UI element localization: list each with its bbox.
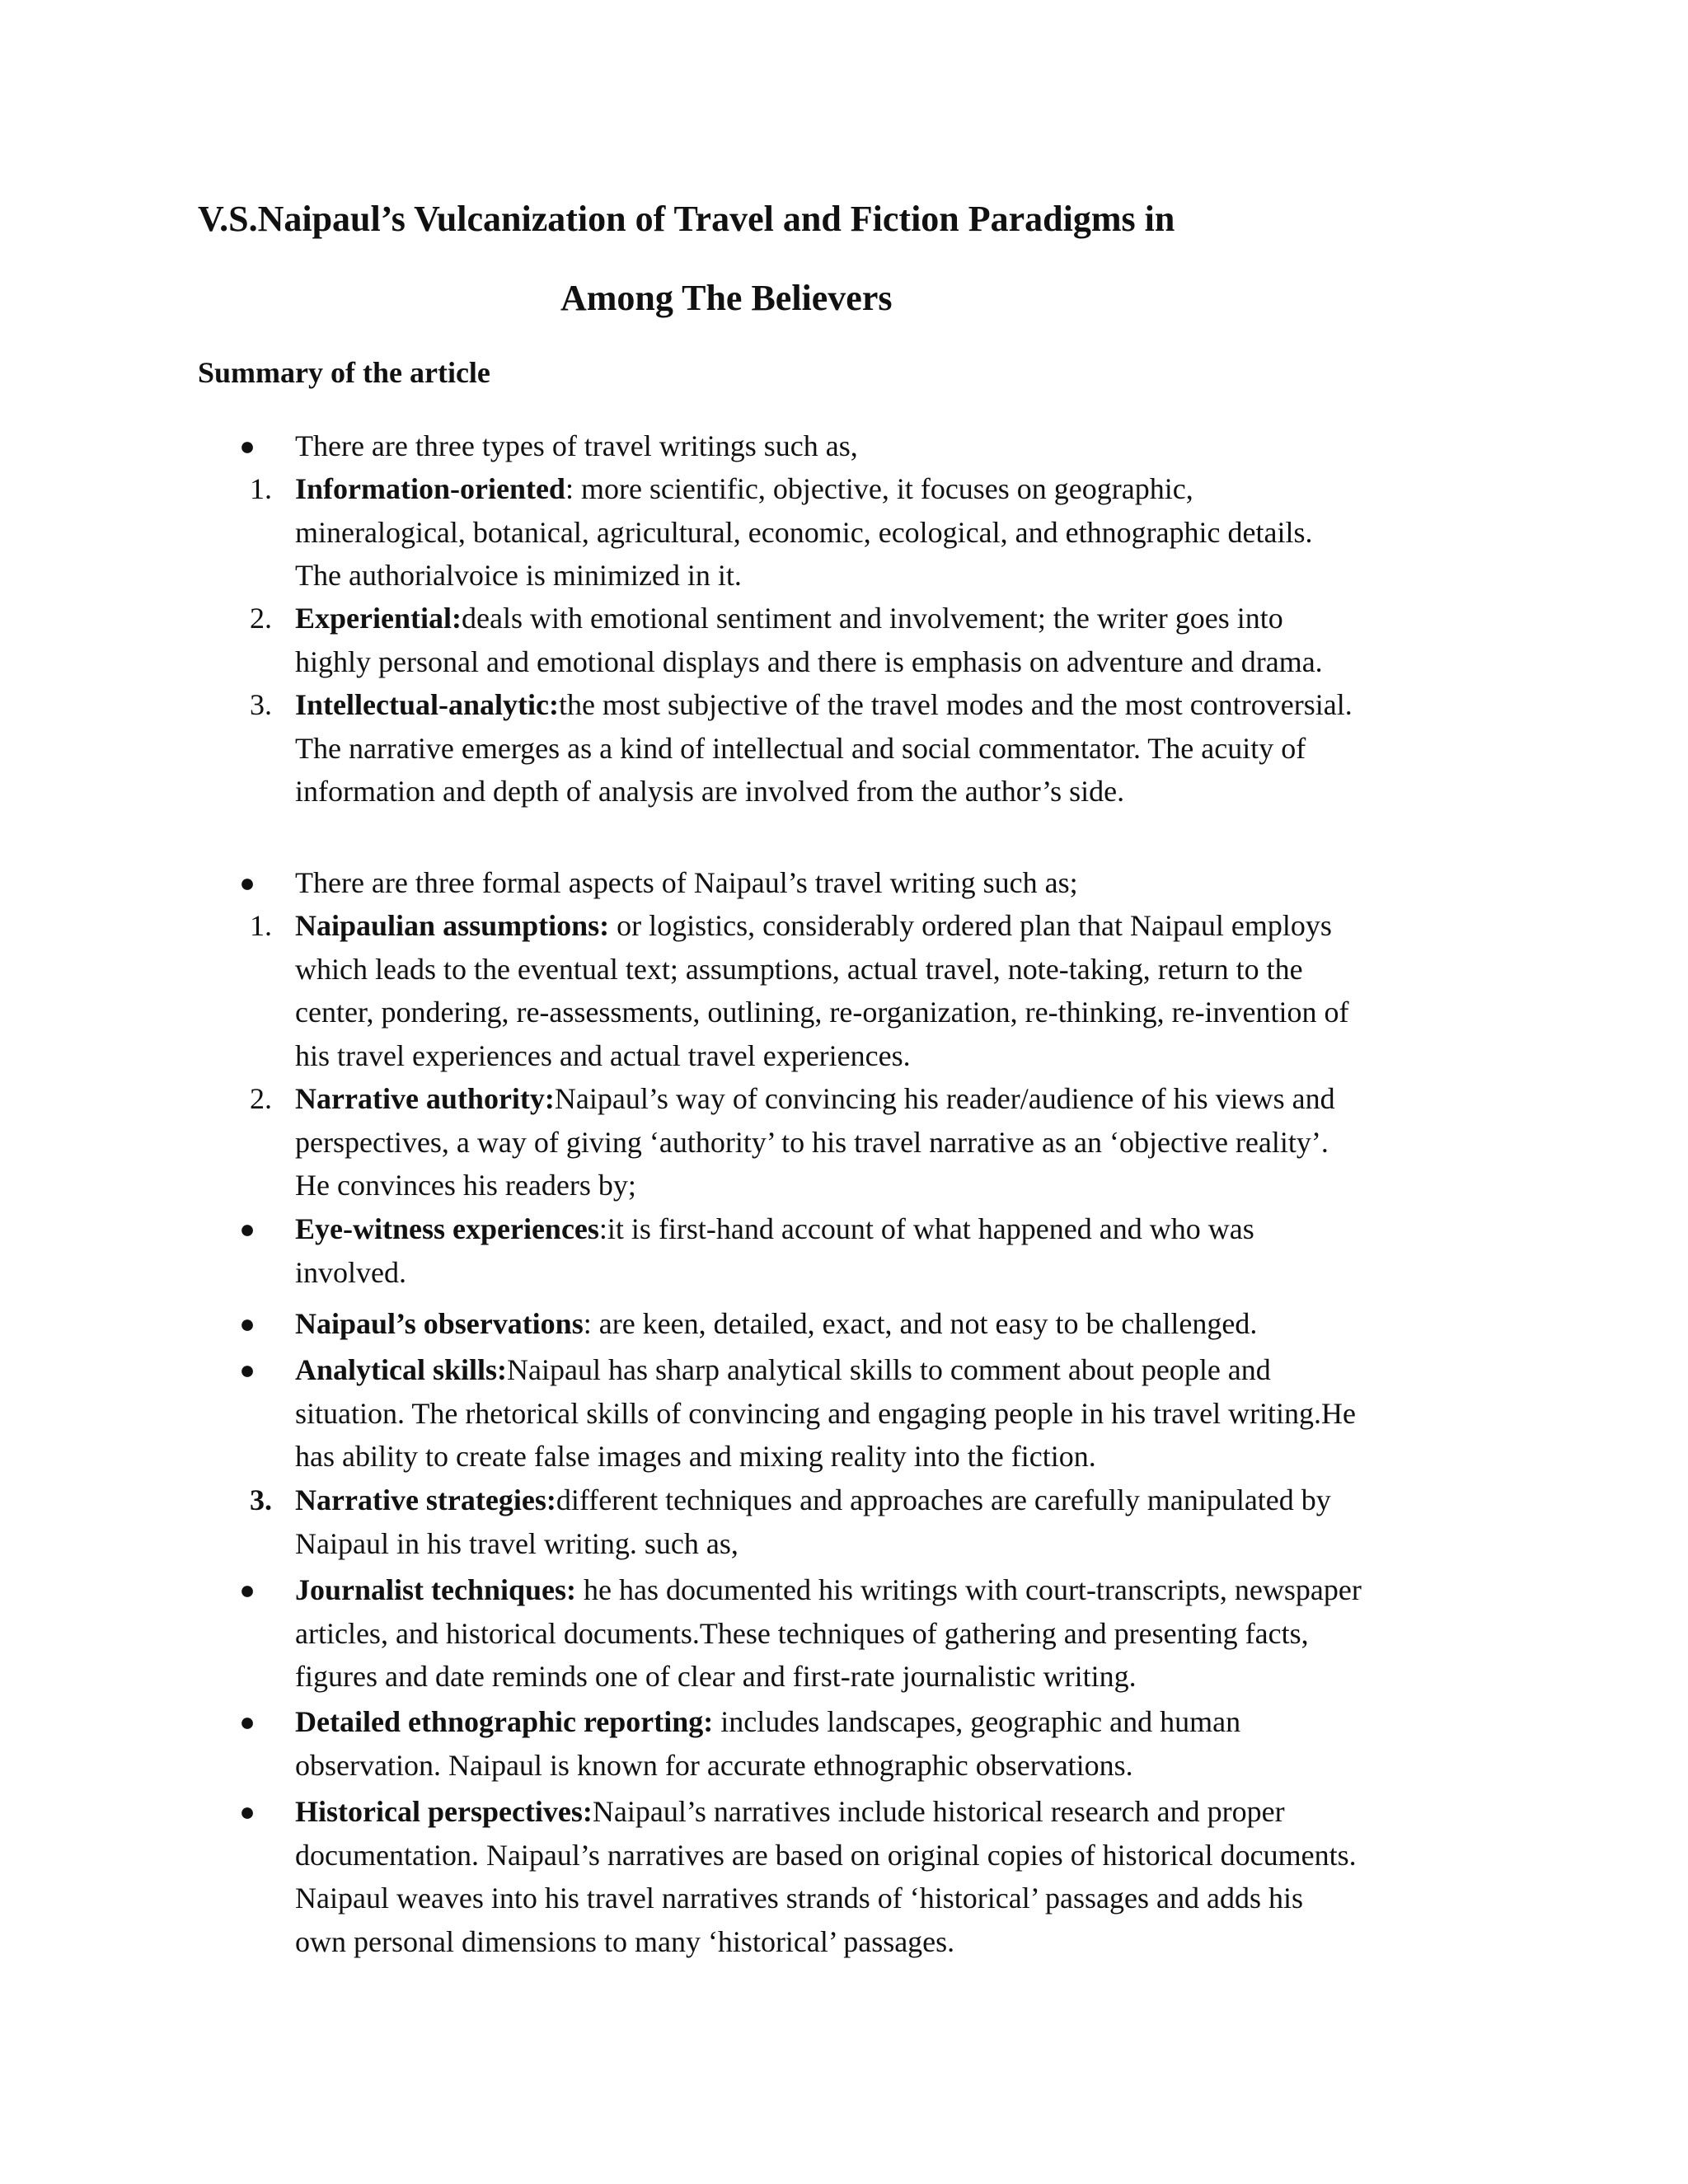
item-text: he has documented his writings with court-transcripts, newspaper <box>576 1573 1362 1606</box>
item-label: Narrative strategies: <box>295 1483 556 1516</box>
item-text: Naipaul in his travel writing. such as, <box>295 1526 738 1560</box>
bullet-icon: ● <box>239 1355 256 1385</box>
bullet-icon: ● <box>239 1797 256 1826</box>
item-label: Intellectual-analytic: <box>295 688 559 721</box>
item-text: perspectives, a way of giving ‘authority’ to his travel narrative as an ‘objective reality’. <box>295 1125 1329 1159</box>
item-text: different techniques and approaches are carefully manipulated by <box>556 1483 1331 1516</box>
item-label: Historical perspectives: <box>295 1795 593 1828</box>
item-label: Narrative authority: <box>295 1082 555 1115</box>
item-text: his travel experiences and actual travel experiences. <box>295 1038 911 1072</box>
item-label: Naipaul’s observations <box>295 1307 584 1340</box>
list-number: 3. <box>250 1483 272 1516</box>
list-number: 2. <box>250 1082 272 1115</box>
list-number: 2. <box>250 602 272 635</box>
item-text: own personal dimensions to many ‘historical’ passages. <box>295 1924 955 1958</box>
item-text: Naipaul’s way of convincing his reader/audience of his views and <box>554 1082 1335 1115</box>
bullet-text: There are three formal aspects of Naipaul’s travel writing such as; <box>295 866 1078 899</box>
summary-heading: Summary of the article <box>198 356 490 389</box>
item-label: Eye-witness experiences <box>295 1212 599 1245</box>
item-text: or logistics, considerably ordered plan that Naipaul employs <box>609 909 1332 942</box>
bullet-icon: ● <box>239 1575 256 1605</box>
item-text: Naipaul’s narratives include historical research and proper <box>592 1795 1285 1828</box>
bullet-icon: ● <box>239 868 256 898</box>
item-text: highly personal and emotional displays and there is emphasis on adventure and drama. <box>295 644 1323 678</box>
item-text: articles, and historical documents.These techniques of gathering and presenting facts, <box>295 1616 1309 1650</box>
item-text: Naipaul weaves into his travel narratives strands of ‘historical’ passages and adds his <box>295 1882 1303 1915</box>
item-text: : more scientific, objective, it focuses on geographic, <box>565 472 1193 505</box>
bullet-icon: ● <box>239 1707 256 1736</box>
item-text: the most subjective of the travel modes and the most controversial. <box>558 688 1353 721</box>
item-text: The narrative emerges as a kind of intellectual and social commentator. The acuity of <box>295 731 1306 765</box>
item-text: information and depth of analysis are involved from the author’s side. <box>295 775 1125 808</box>
item-text: center, pondering, re-assessments, outlining, re-organization, re-thinking, re-invention of <box>295 996 1349 1029</box>
list-number: 1. <box>250 909 272 942</box>
item-text: He convinces his readers by; <box>295 1169 636 1202</box>
item-text: deals with emotional sentiment and involvement; the writer goes into <box>461 602 1283 635</box>
item-label: Experiential: <box>295 602 462 635</box>
document-title-line-1: V.S.Naipaul’s Vulcanization of Travel and Fiction Paradigms in <box>198 199 1175 239</box>
list-number: 1. <box>250 472 272 505</box>
list-number: 3. <box>250 688 272 721</box>
item-text: The authorialvoice is minimized in it. <box>295 559 742 592</box>
item-label: Analytical skills: <box>295 1353 508 1386</box>
bullet-icon: ● <box>239 1214 256 1244</box>
item-label: Journalist techniques: <box>295 1573 577 1606</box>
item-text: Naipaul has sharp analytical skills to comment about people and <box>507 1353 1271 1386</box>
item-text: documentation. Naipaul’s narratives are based on original copies of historical documents. <box>295 1838 1357 1872</box>
bullet-icon: ● <box>239 1309 256 1338</box>
item-text: which leads to the eventual text; assumptions, actual travel, note-taking, return to the <box>295 952 1303 986</box>
document-title-line-2: Among The Believers <box>560 278 893 318</box>
item-label: Naipaulian assumptions: <box>295 909 610 942</box>
item-text: mineralogical, botanical, agricultural, economic, ecological, and ethnographic details. <box>295 515 1313 549</box>
bullet-text: There are three types of travel writings such as, <box>295 429 858 462</box>
item-text: has ability to create false images and mixing reality into the fiction. <box>295 1440 1096 1473</box>
item-text: situation. The rhetorical skills of convincing and engaging people in his travel writing.He <box>295 1396 1357 1430</box>
item-text: includes landscapes, geographic and human <box>713 1705 1241 1738</box>
bullet-icon: ● <box>239 431 256 461</box>
item-label: Information-oriented <box>295 472 565 505</box>
item-text: observation. Naipaul is known for accurate ethnographic observations. <box>295 1748 1133 1782</box>
item-label: Detailed ethnographic reporting: <box>295 1705 714 1738</box>
item-text: involved. <box>295 1255 406 1289</box>
item-text: :it is first-hand account of what happened and who was <box>598 1212 1254 1245</box>
item-text: figures and date reminds one of clear and first-rate journalistic writing. <box>295 1660 1137 1693</box>
item-text: : are keen, detailed, exact, and not easy to be challenged. <box>583 1307 1258 1340</box>
